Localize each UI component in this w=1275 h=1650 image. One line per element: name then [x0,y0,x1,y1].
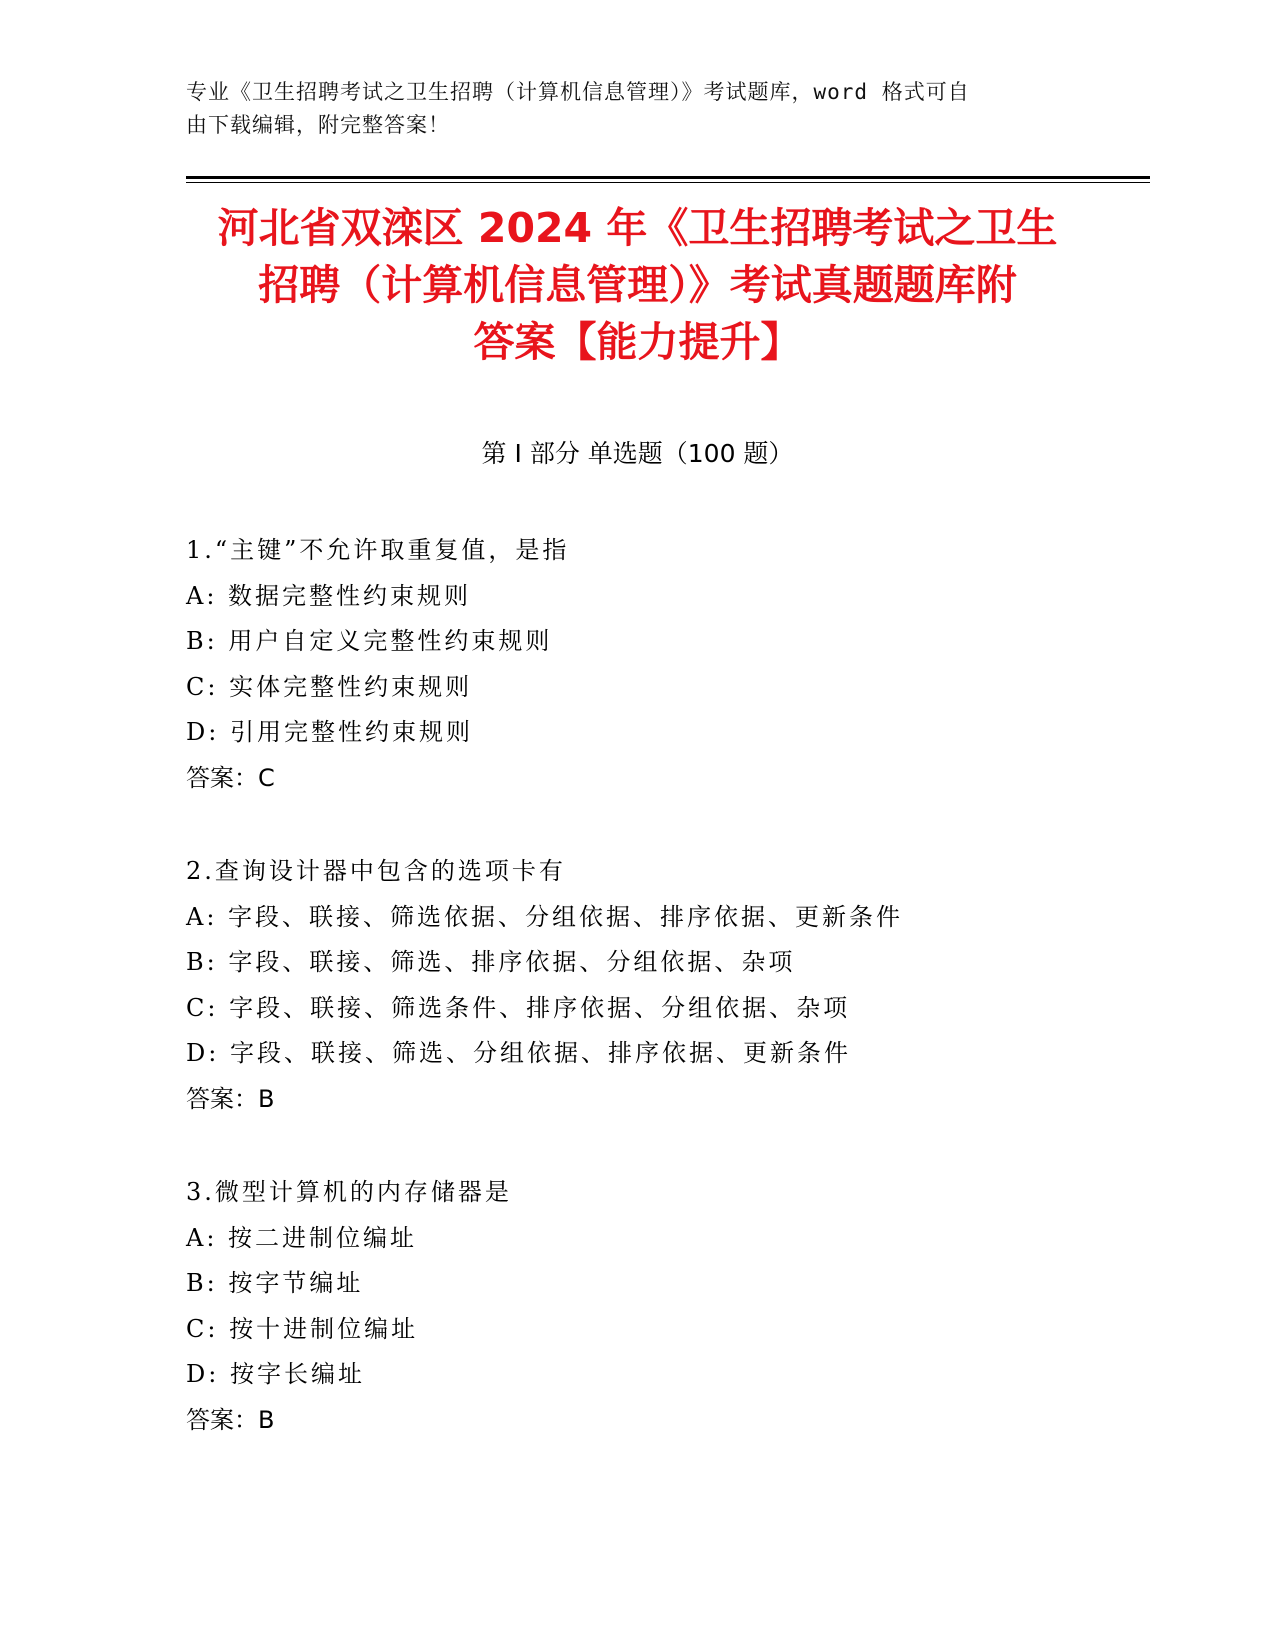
answer: 答案：B [186,1405,275,1434]
option-d: D: 引用完整性约束规则 [186,718,473,746]
header-note-line: 专业《卫生招聘考试之卫生招聘（计算机信息管理）》考试题库，word 格式可自 [186,80,970,104]
header-note [186,76,1086,142]
question-stem: 2.查询设计器中包含的选项卡有 [186,857,566,885]
option-c: C: 按十进制位编址 [186,1314,419,1343]
document-title-line: 招聘（计算机信息管理）》考试真题题库附 [258,261,1017,309]
question-stem: 1.“主键”不允许取重复值，是指 [186,536,570,564]
option-b: B: 按字节编址 [186,1269,364,1297]
option-d: D: 按字长编址 [186,1360,365,1388]
option-c: C: 实体完整性约束规则 [186,672,473,701]
header-note-line: 由下载编辑，附完整答案！ [186,113,450,137]
document-title [170,200,1105,371]
question-1 [186,528,1146,801]
document-title-line: 答案【能力提升】 [473,318,802,366]
answer: 答案：C [186,763,275,792]
question-2 [186,849,1146,1122]
option-c: C: 字段、联接、筛选条件、排序依据、分组依据、杂项 [186,993,851,1022]
option-a: A: 按二进制位编址 [186,1223,418,1252]
option-d: D: 字段、联接、筛选、分组依据、排序依据、更新条件 [186,1039,851,1067]
section-title: 第 I 部分 单选题（100 题） [481,439,794,468]
option-a: A: 数据完整性约束规则 [186,581,472,610]
document-title-line: 河北省双滦区 2024 年《卫生招聘考试之卫生 [217,204,1058,252]
option-a: A: 字段、联接、筛选依据、分组依据、排序依据、更新条件 [186,902,904,931]
question-3 [186,1170,1146,1443]
question-list [186,528,1146,1491]
option-b: B: 用户自定义完整性约束规则 [186,627,553,655]
header-divider-thick [186,176,1150,179]
header-divider-thin [186,182,1150,183]
option-b: B: 字段、联接、筛选、排序依据、分组依据、杂项 [186,948,796,976]
question-stem: 3.微型计算机的内存储器是 [186,1178,512,1206]
answer: 答案：B [186,1084,275,1113]
